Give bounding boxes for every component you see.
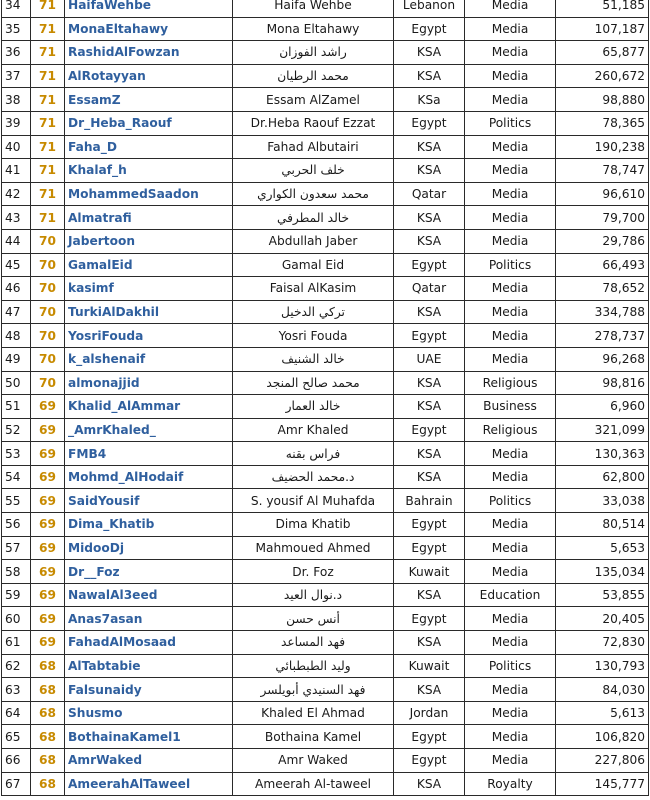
table-row [2,513,649,537]
score-cell: 69 [31,583,65,607]
rank-cell: 46 [2,277,31,301]
score-cell: 70 [31,371,65,395]
category-cell: Media [465,678,556,702]
twitter-handle-link[interactable]: AlTabtabie [65,654,233,678]
rank-cell: 67 [2,772,31,796]
country-cell: KSA [394,206,465,230]
category-cell: Media [465,206,556,230]
followers-cell: 334,788 [556,300,649,324]
twitter-handle-link[interactable]: Almatrafi [65,206,233,230]
category-cell: Media [465,41,556,65]
twitter-handle-link[interactable]: TurkiAlDakhil [65,300,233,324]
rank-cell: 63 [2,678,31,702]
score-cell: 69 [31,395,65,419]
followers-cell: 66,493 [556,253,649,277]
category-cell: Politics [465,253,556,277]
country-cell: KSA [394,300,465,324]
score-cell: 71 [31,111,65,135]
table-row [2,347,649,371]
twitter-handle-link[interactable]: Khalid_AlAmmar [65,395,233,419]
followers-cell: 98,880 [556,88,649,112]
followers-cell: 130,363 [556,442,649,466]
country-cell: Egypt [394,749,465,773]
table-row [2,41,649,65]
followers-cell: 62,800 [556,465,649,489]
country-cell: Egypt [394,513,465,537]
category-cell: Media [465,513,556,537]
followers-cell: 5,613 [556,701,649,725]
country-cell: Egypt [394,253,465,277]
followers-cell: 78,747 [556,159,649,183]
full-name-cell: وليد الطبطبائي [233,654,394,678]
table-row [2,159,649,183]
twitter-handle-link[interactable]: almonajjid [65,371,233,395]
twitter-handle-link[interactable]: kasimf [65,277,233,301]
score-cell: 69 [31,631,65,655]
category-cell: Media [465,300,556,324]
rank-cell: 66 [2,749,31,773]
followers-cell: 84,030 [556,678,649,702]
full-name-cell: أنس حسن [233,607,394,631]
ranking-table [1,0,649,796]
twitter-handle-link[interactable]: MidooDj [65,536,233,560]
category-cell: Media [465,347,556,371]
category-cell: Religious [465,371,556,395]
category-cell: Media [465,159,556,183]
country-cell: Egypt [394,324,465,348]
country-cell: Egypt [394,111,465,135]
followers-cell: 190,238 [556,135,649,159]
twitter-handle-link[interactable]: Shusmo [65,701,233,725]
score-cell: 69 [31,513,65,537]
rank-cell: 64 [2,701,31,725]
table-row [2,395,649,419]
followers-cell: 20,405 [556,607,649,631]
category-cell: Education [465,583,556,607]
table-row [2,206,649,230]
rank-cell: 51 [2,395,31,419]
followers-cell: 5,653 [556,536,649,560]
followers-cell: 53,855 [556,583,649,607]
score-cell: 70 [31,347,65,371]
followers-cell: 51,185 [556,0,649,17]
country-cell: Egypt [394,607,465,631]
score-cell: 69 [31,442,65,466]
full-name-cell: Haifa Wehbe [233,0,394,17]
country-cell: KSA [394,395,465,419]
followers-cell: 145,777 [556,772,649,796]
country-cell: KSA [394,442,465,466]
score-cell: 68 [31,772,65,796]
table-row [2,135,649,159]
rank-cell: 44 [2,229,31,253]
rank-cell: 52 [2,418,31,442]
category-cell: Media [465,135,556,159]
rank-cell: 49 [2,347,31,371]
followers-cell: 106,820 [556,725,649,749]
score-cell: 71 [31,88,65,112]
rank-cell: 58 [2,560,31,584]
country-cell: Qatar [394,277,465,301]
twitter-handle-link[interactable]: FahadAlMosaad [65,631,233,655]
full-name-cell: Faisal AlKasim [233,277,394,301]
full-name-cell: د.نوال العيد [233,583,394,607]
table-row [2,418,649,442]
twitter-handle-link[interactable]: EssamZ [65,88,233,112]
table-row [2,772,649,796]
full-name-cell: فهد السنيدي أبويلسر [233,678,394,702]
country-cell: KSA [394,371,465,395]
twitter-handle-link[interactable]: HaifaWehbe [65,0,233,17]
country-cell: KSA [394,583,465,607]
twitter-handle-link[interactable]: MonaEltahawy [65,17,233,41]
country-cell: UAE [394,347,465,371]
table-row [2,607,649,631]
country-cell: Egypt [394,725,465,749]
full-name-cell: Dima Khatib [233,513,394,537]
table-row [2,489,649,513]
twitter-handle-link[interactable]: Mohmd_AlHodaif [65,465,233,489]
rank-cell: 55 [2,489,31,513]
score-cell: 71 [31,206,65,230]
full-name-cell: خلف الحربي [233,159,394,183]
country-cell: KSA [394,64,465,88]
category-cell: Media [465,631,556,655]
category-cell: Media [465,701,556,725]
country-cell: Egypt [394,17,465,41]
full-name-cell: S. yousif Al Muhafda [233,489,394,513]
country-cell: Qatar [394,182,465,206]
category-cell: Royalty [465,772,556,796]
followers-cell: 130,793 [556,654,649,678]
category-cell: Media [465,64,556,88]
full-name-cell: Amr Waked [233,749,394,773]
full-name-cell: تركي الدخيل [233,300,394,324]
table-row [2,88,649,112]
category-cell: Media [465,442,556,466]
full-name-cell: Abdullah Jaber [233,229,394,253]
country-cell: KSA [394,229,465,253]
full-name-cell: Mona Eltahawy [233,17,394,41]
rank-cell: 38 [2,88,31,112]
full-name-cell: محمد الرطيان [233,64,394,88]
country-cell: Jordan [394,701,465,725]
table-row [2,465,649,489]
followers-cell: 79,700 [556,206,649,230]
table-row [2,182,649,206]
rank-cell: 57 [2,536,31,560]
rank-cell: 59 [2,583,31,607]
twitter-handle-link[interactable]: SaidYousif [65,489,233,513]
table-row [2,631,649,655]
table-row [2,701,649,725]
full-name-cell: Amr Khaled [233,418,394,442]
table-row [2,371,649,395]
country-cell: KSa [394,88,465,112]
full-name-cell: محمد صالح المنجد [233,371,394,395]
rank-cell: 54 [2,465,31,489]
twitter-handle-link[interactable]: Dr__Foz [65,560,233,584]
score-cell: 70 [31,300,65,324]
full-name-cell: Yosri Fouda [233,324,394,348]
category-cell: Media [465,277,556,301]
category-cell: Media [465,607,556,631]
twitter-handle-link[interactable]: BothainaKamel1 [65,725,233,749]
score-cell: 69 [31,536,65,560]
twitter-handle-link[interactable]: NawalAl3eed [65,583,233,607]
followers-cell: 78,365 [556,111,649,135]
category-cell: Media [465,324,556,348]
twitter-handle-link[interactable]: AlRotayyan [65,64,233,88]
table-row [2,277,649,301]
score-cell: 68 [31,749,65,773]
table-row [2,324,649,348]
rank-cell: 65 [2,725,31,749]
rank-cell: 39 [2,111,31,135]
score-cell: 69 [31,489,65,513]
category-cell: Politics [465,111,556,135]
twitter-handle-link[interactable]: YosriFouda [65,324,233,348]
twitter-handle-link[interactable]: FMB4 [65,442,233,466]
table-row [2,654,649,678]
category-cell: Media [465,725,556,749]
table-row [2,111,649,135]
twitter-handle-link[interactable]: Khalaf_h [65,159,233,183]
score-cell: 71 [31,159,65,183]
twitter-handle-link[interactable]: MohammedSaadon [65,182,233,206]
rank-cell: 43 [2,206,31,230]
rank-cell: 53 [2,442,31,466]
full-name-cell: Essam AlZamel [233,88,394,112]
score-cell: 68 [31,725,65,749]
followers-cell: 96,268 [556,347,649,371]
country-cell: Egypt [394,418,465,442]
table-row [2,253,649,277]
table-row [2,536,649,560]
twitter-handle-link[interactable]: Jabertoon [65,229,233,253]
table-row [2,583,649,607]
category-cell: Media [465,182,556,206]
score-cell: 69 [31,465,65,489]
table-row [2,0,649,17]
followers-cell: 96,610 [556,182,649,206]
followers-cell: 135,034 [556,560,649,584]
full-name-cell: Ameerah Al-taweel [233,772,394,796]
country-cell: KSA [394,159,465,183]
category-cell: Media [465,560,556,584]
rank-cell: 45 [2,253,31,277]
category-cell: Media [465,229,556,253]
full-name-cell: محمد سعدون الكواري [233,182,394,206]
category-cell: Media [465,749,556,773]
followers-cell: 321,099 [556,418,649,442]
table-row [2,229,649,253]
full-name-cell: Mahmoued Ahmed [233,536,394,560]
rank-cell: 50 [2,371,31,395]
twitter-handle-link[interactable]: Anas7asan [65,607,233,631]
full-name-cell: خالد العمار [233,395,394,419]
full-name-cell: Khaled El Ahmad [233,701,394,725]
table-row [2,725,649,749]
followers-cell: 72,830 [556,631,649,655]
category-cell: Media [465,465,556,489]
followers-cell: 278,737 [556,324,649,348]
full-name-cell: فهد المساعد [233,631,394,655]
twitter-handle-link[interactable]: Falsunaidy [65,678,233,702]
followers-cell: 65,877 [556,41,649,65]
followers-cell: 29,786 [556,229,649,253]
country-cell: Bahrain [394,489,465,513]
category-cell: Politics [465,489,556,513]
score-cell: 71 [31,64,65,88]
score-cell: 70 [31,277,65,301]
full-name-cell: د.محمد الحضيف [233,465,394,489]
twitter-handle-link[interactable]: k_alshenaif [65,347,233,371]
score-cell: 71 [31,135,65,159]
followers-cell: 78,652 [556,277,649,301]
rank-cell: 48 [2,324,31,348]
country-cell: KSA [394,135,465,159]
full-name-cell: Fahad Albutairi [233,135,394,159]
followers-cell: 227,806 [556,749,649,773]
country-cell: KSA [394,772,465,796]
score-cell: 69 [31,560,65,584]
rank-cell: 37 [2,64,31,88]
rank-cell: 41 [2,159,31,183]
twitter-handle-link[interactable]: RashidAlFowzan [65,41,233,65]
rank-cell: 34 [2,0,31,17]
rank-cell: 42 [2,182,31,206]
full-name-cell: Dr.Heba Raouf Ezzat [233,111,394,135]
score-cell: 69 [31,418,65,442]
table-row [2,678,649,702]
full-name-cell: Dr. Foz [233,560,394,584]
table-row [2,442,649,466]
followers-cell: 107,187 [556,17,649,41]
score-cell: 71 [31,182,65,206]
rank-cell: 36 [2,41,31,65]
country-cell: Kuwait [394,654,465,678]
rank-cell: 61 [2,631,31,655]
category-cell: Business [465,395,556,419]
country-cell: Egypt [394,536,465,560]
full-name-cell: راشد الفوزان [233,41,394,65]
score-cell: 68 [31,678,65,702]
category-cell: Media [465,0,556,17]
full-name-cell: خالد المطرفي [233,206,394,230]
twitter-handle-link[interactable]: AmeerahAlTaweel [65,772,233,796]
score-cell: 70 [31,229,65,253]
score-cell: 68 [31,654,65,678]
twitter-handle-link[interactable]: AmrWaked [65,749,233,773]
country-cell: KSA [394,41,465,65]
twitter-handle-link[interactable]: Dr_Heba_Raouf [65,111,233,135]
rank-cell: 56 [2,513,31,537]
table-row [2,300,649,324]
score-cell: 70 [31,324,65,348]
category-cell: Religious [465,418,556,442]
category-cell: Media [465,536,556,560]
score-cell: 71 [31,41,65,65]
country-cell: Kuwait [394,560,465,584]
country-cell: KSA [394,678,465,702]
full-name-cell: Bothaina Kamel [233,725,394,749]
country-cell: KSA [394,465,465,489]
twitter-handle-link[interactable]: _AmrKhaled_ [65,418,233,442]
twitter-handle-link[interactable]: Faha_D [65,135,233,159]
followers-cell: 98,816 [556,371,649,395]
full-name-cell: Gamal Eid [233,253,394,277]
table-row [2,560,649,584]
score-cell: 70 [31,253,65,277]
table-row [2,64,649,88]
score-cell: 71 [31,0,65,17]
rank-cell: 62 [2,654,31,678]
category-cell: Media [465,88,556,112]
country-cell: KSA [394,631,465,655]
category-cell: Media [465,17,556,41]
rank-cell: 40 [2,135,31,159]
country-cell: Lebanon [394,0,465,17]
followers-cell: 6,960 [556,395,649,419]
twitter-handle-link[interactable]: GamalEid [65,253,233,277]
score-cell: 69 [31,607,65,631]
table-row [2,749,649,773]
category-cell: Politics [465,654,556,678]
table-row [2,17,649,41]
followers-cell: 260,672 [556,64,649,88]
full-name-cell: خالد الشنيف [233,347,394,371]
twitter-handle-link[interactable]: Dima_Khatib [65,513,233,537]
rank-cell: 35 [2,17,31,41]
rank-cell: 47 [2,300,31,324]
rank-cell: 60 [2,607,31,631]
followers-cell: 33,038 [556,489,649,513]
score-cell: 68 [31,701,65,725]
full-name-cell: فراس بقنه [233,442,394,466]
ranking-table-body [2,0,649,796]
score-cell: 71 [31,17,65,41]
followers-cell: 80,514 [556,513,649,537]
